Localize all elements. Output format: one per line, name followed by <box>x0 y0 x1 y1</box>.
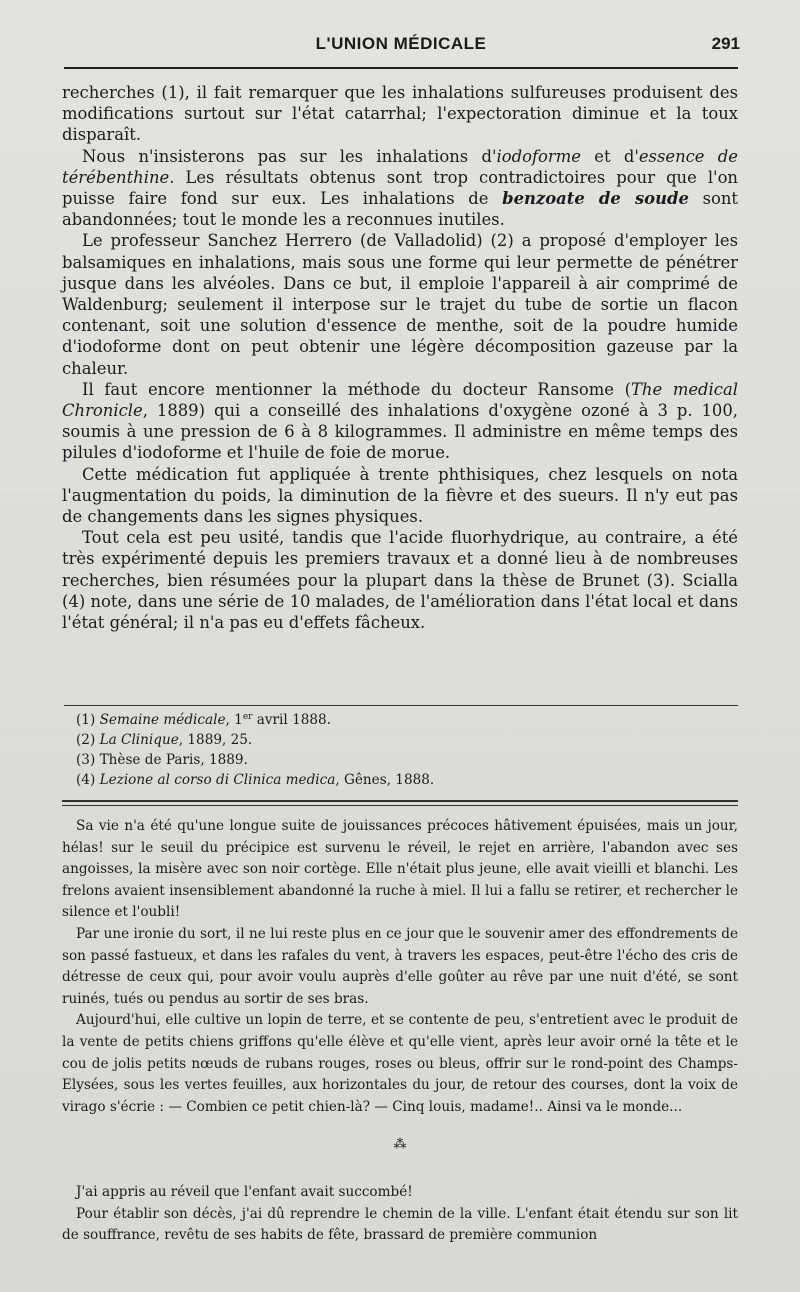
paragraph-2: Nous n'insisterons pas sur les inhalations d'iodoforme et d'essence de térébenthine. Les résultats obtenus sont trop contradictoires pour que l'on puisse faire fond sur eux. Les inhalations de benzoate de soude sont abandonnées; tout le monde les a reconnues inutiles. <box>62 146 738 230</box>
feuilleton-paragraph-2: Par une ironie du sort, il ne lui reste plus en ce jour que le souvenir amer des effondrements de son passé fastueux, et dans les rafales du vent, à travers les espaces, peut-être l'écho des cris de détresse de ceux qui, pour avoir voulu auprès d'elle goûter au rêve par une nuit d'été, se sont ruinés, tués ou pendus au sortir de ses bras. <box>62 925 738 1007</box>
footnotes <box>76 710 736 790</box>
feuilleton-double-rule <box>62 800 738 806</box>
footnote-rule <box>64 705 738 706</box>
running-header <box>62 34 740 58</box>
page-number: 291 <box>711 34 740 53</box>
feuilleton-section <box>62 816 738 1118</box>
feuilleton-paragraph-1: Sa vie n'a été qu'une longue suite de jouissances précoces hâtivement épuisées, mais un jour, hélas! sur le seuil du précipice est survenu le réveil, le rejet en arrière, l'abandon avec ses angoisses, la misère avec son noir cortège. Elle n'était plus jeune, elle avait vieilli et blanchi. Les frelons avaient insensiblement abandonné la ruche à miel. Il lui a fallu se retirer, et rechercher le silence et l'oubli! <box>62 818 738 921</box>
asterism-separator: ⁂ <box>393 1137 407 1152</box>
paragraph-1: recherches (1), il fait remarquer que les inhalations sulfureuses produisent des modifications surtout sur l'état catarrhal; l'expectoration diminue et la toux disparaît. <box>62 83 738 145</box>
footnote-3: (3) Thèse de Paris, 1889. <box>76 752 248 768</box>
feuilleton-paragraph-4: J'ai appris au réveil que l'enfant avait succombé! <box>76 1184 413 1200</box>
feuilleton-continuation <box>62 1182 738 1247</box>
paragraph-6: Tout cela est peu usité, tandis que l'acide fluorhydrique, au contraire, a été très expérimenté depuis les premiers travaux et a donné lieu à de nombreuses recherches, bien résumées pour la plupart dans la thèse de Brunet (3). Scialla (4) note, dans une série de 10 malades, de l'amélioration dans l'état local et dans l'état général; il n'a pas eu d'effets fâcheux. <box>62 528 738 633</box>
footnote-1: (1) Semaine médicale, 1er avril 1888. <box>76 712 331 728</box>
paragraph-3: Le professeur Sanchez Herrero (de Valladolid) (2) a proposé d'employer les balsamiques en inhalations, mais sous une forme qui leur permette de pénétrer jusque dans les alvéoles. Dans ce but, il emploie l'appareil à air comprimé de Waldenburg; seulement il interpose sur le trajet du tube de sortie un flacon contenant, soit une solution d'essence de menthe, soit de la poudre humide d'iodoforme dont on peut obtenir une légère décomposition gazeuse par la chaleur. <box>62 231 738 378</box>
footnote-4: (4) Lezione al corso di Clinica medica, Gênes, 1888. <box>76 772 435 788</box>
journal-title: L'UNION MÉDICALE <box>315 34 487 53</box>
paragraph-5: Cette médication fut appliquée à trente phthisiques, chez lesquels on nota l'augmentation du poids, la diminution de la fièvre et des sueurs. Il n'y eut pas de changements dans les signes physiques. <box>62 464 738 527</box>
header-rule <box>64 67 738 69</box>
paragraph-4: Il faut encore mentionner la méthode du docteur Ransome (The medical Chronicle, 1889) qui a conseillé des inhalations d'oxygène ozoné à 3 p. 100, soumis à une pression de 6 à 8 kilogrammes. Il administre en même temps des pilules d'iodoforme et l'huile de foie de morue. <box>62 379 738 463</box>
footnote-2: (2) La Clinique, 1889, 25. <box>76 732 253 748</box>
feuilleton-paragraph-5: Pour établir son décès, j'ai dû reprendre le chemin de la ville. L'enfant était étendu sur son lit de souffrance, revêtu de ses habits de fête, brassard de première communion <box>62 1205 738 1244</box>
article-body <box>62 82 738 633</box>
feuilleton-paragraph-3: Aujourd'hui, elle cultive un lopin de terre, et se contente de peu, s'entretient avec le produit de la vente de petits chiens griffons qu'elle élève et qu'elle vient, après leur avoir orné la tête et le cou de jolis petits nœuds de rubans rouges, roses ou bleus, offrir sur le rond-point des Champs-Elysées, sous les vertes feuilles, aux horizontales du jour, de retour des courses, dont la voix de virago s'écrie : — Combien ce petit chien-là? — Cinq louis, madame!.. Ainsi va le monde... <box>62 1012 738 1115</box>
